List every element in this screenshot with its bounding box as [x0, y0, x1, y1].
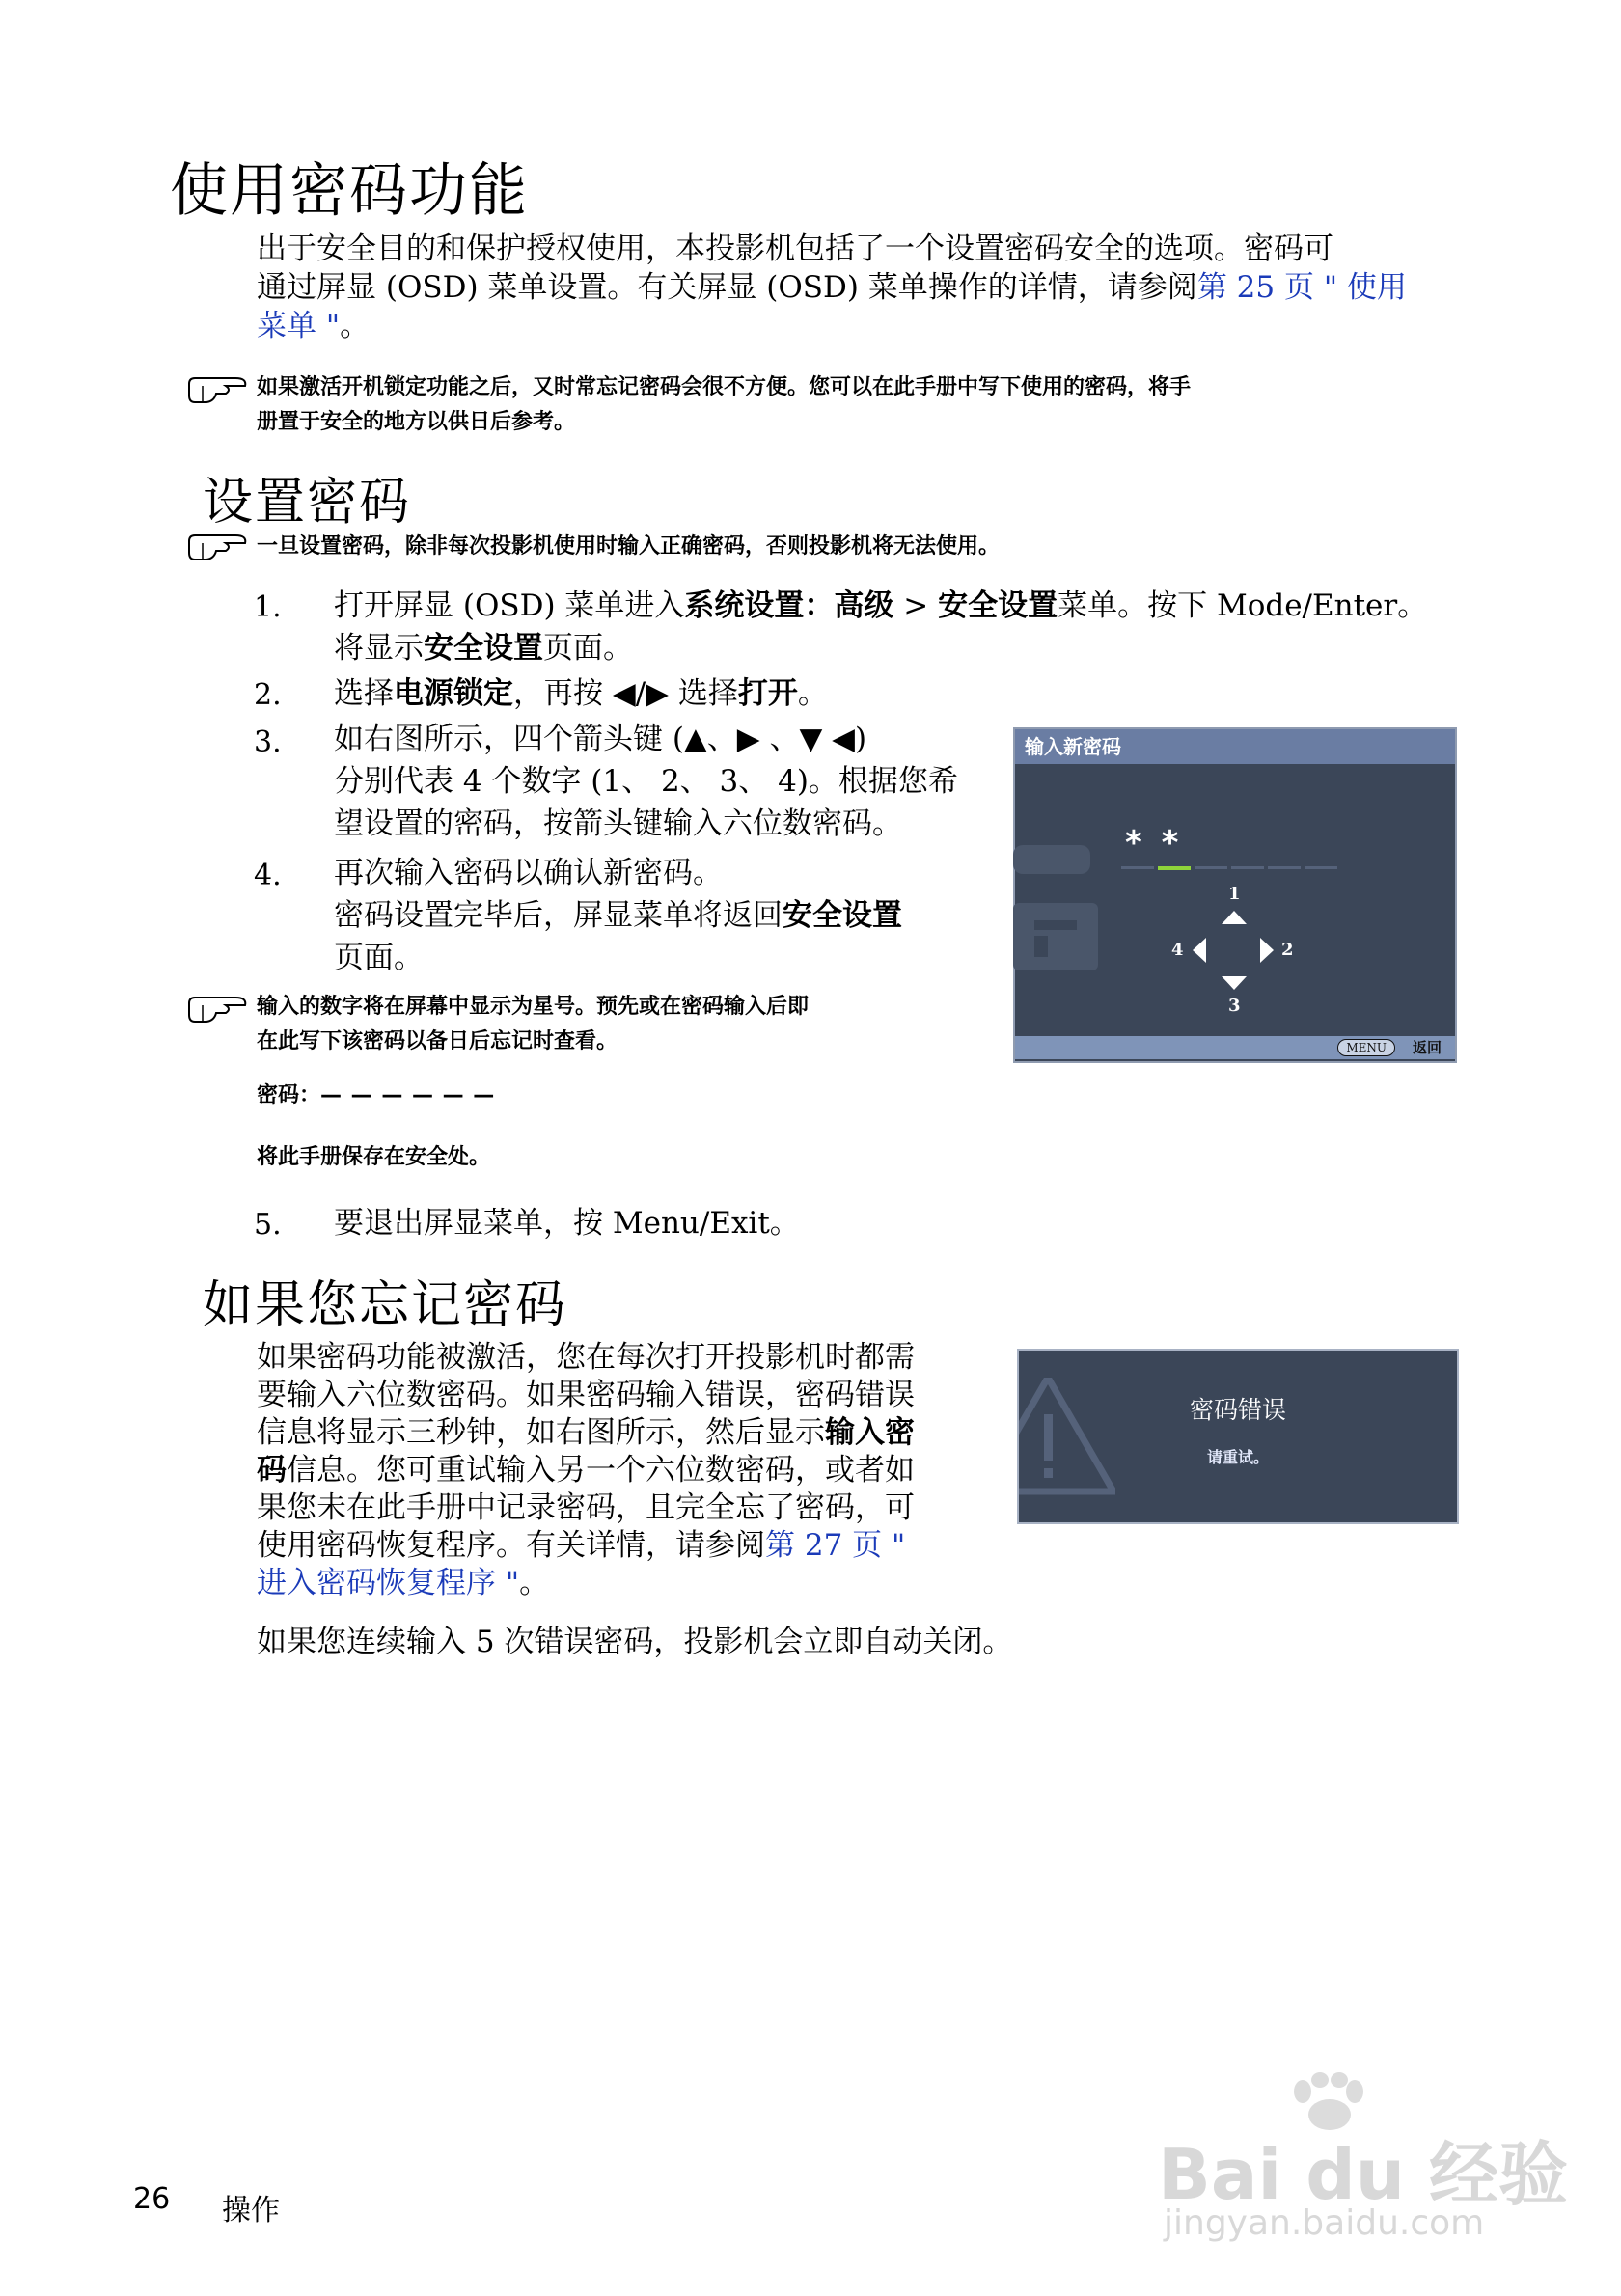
password-label: 密码： [257, 1083, 321, 1107]
step-3-line-1: 如右图所示，四个箭头键 (▲、▶ 、▼ ◀) [334, 722, 867, 756]
osd-new-password-title: 输入新密码 [1015, 729, 1455, 764]
section-heading-forgot-password: 如果您忘记密码 [203, 1276, 568, 1334]
forgot-line-3: 信息将显示三秒钟，如右图所示，然后显示输入密 [257, 1415, 915, 1450]
note-set-password: 一旦设置密码，除非每次投影机使用时输入正确密码，否则投影机将无法使用。 [257, 534, 1001, 559]
intro-line-1: 出于安全目的和保护授权使用，本投影机包括了一个设置密码安全的选项。密码可 [257, 232, 1333, 266]
forgot-line-7: 进入密码恢复程序 "。 [257, 1566, 550, 1600]
back-label: 返回 [1412, 1039, 1442, 1056]
step-4-number: 4. [254, 859, 282, 892]
forgot-paragraph [257, 1339, 990, 1602]
step-4-line-3: 页面。 [334, 941, 424, 975]
osd-error-subtitle: 请重试。 [1206, 1448, 1269, 1466]
password-slot [1121, 866, 1154, 869]
intro-link-menu[interactable]: 菜单 " [257, 309, 341, 343]
step-5-number: 5. [254, 1208, 282, 1242]
password-slot [1305, 866, 1337, 869]
note-hand-icon [187, 996, 249, 1025]
step-4-line-1: 再次输入密码以确认新密码。 [334, 856, 723, 890]
note-1-line-1: 如果激活开机锁定功能之后，又时常忘记密码会很不方便。您可以在此手册中写下使用的密码，将手 [257, 375, 1192, 399]
menu-button-label: MENU [1337, 1039, 1395, 1056]
forgot-link-recovery[interactable]: 进入密码恢复程序 " [257, 1566, 520, 1600]
forgot-line-5: 果您未在此手册中记录密码，且完全忘了密码，可 [257, 1490, 915, 1525]
arrow-right-number: 2 [1281, 940, 1294, 960]
arrow-left-icon [1193, 938, 1206, 963]
password-slot [1268, 866, 1301, 869]
auto-shutdown-note: 如果您连续输入 5 次错误密码，投影机会立即自动关闭。 [257, 1625, 1013, 1659]
intro-line-2: 通过屏显 (OSD) 菜单设置。有关屏显 (OSD) 菜单操作的详情，请参阅第 25 页 " 使用 [257, 270, 1407, 305]
watermark-logo: Bai du 经验 [1158, 2134, 1569, 2215]
section-heading-set-password: 设置密码 [203, 474, 412, 532]
password-stars: * * [1125, 824, 1183, 862]
forgot-line-4: 码信息。您可重试输入另一个六位数密码，或者如 [257, 1453, 915, 1488]
step-3-number: 3. [254, 725, 282, 759]
osd-error-panel [1017, 1349, 1459, 1524]
intro-paragraph [257, 230, 1472, 345]
step-1-line-1: 打开屏显 (OSD) 菜单进入系统设置：高级 > 安全设置菜单。按下 Mode/Enter。 [334, 588, 1428, 623]
osd-error-title: 密码错误 [1189, 1396, 1286, 1424]
step-2-number: 2. [254, 678, 282, 712]
step-1-number: 1. [254, 590, 282, 624]
password-blank: — — — — — — [320, 1083, 496, 1107]
step-3-line-3: 望设置的密码，按箭头键输入六位数密码。 [334, 806, 902, 841]
forgot-line-6: 使用密码恢复程序。有关详情，请参阅第 27 页 " [257, 1528, 906, 1563]
forgot-line-1: 如果密码功能被激活，您在每次打开投影机时都需 [257, 1340, 915, 1375]
arrow-left-number: 4 [1171, 940, 1184, 960]
note-1-line-2: 册置于安全的地方以供日后参考。 [257, 410, 576, 434]
password-slot-active [1158, 866, 1191, 870]
lock-icon [1013, 845, 1100, 970]
note-1 [257, 370, 1472, 440]
arrow-right-icon [1260, 938, 1274, 963]
step-3 [334, 718, 990, 845]
arrow-down-number: 3 [1228, 996, 1241, 1016]
step-4 [334, 852, 990, 979]
step-2: 选择电源锁定，再按 ◀/▶ 选择打开。 [334, 676, 828, 711]
forgot-link-page-27[interactable]: 第 27 页 " [765, 1528, 906, 1563]
password-record [257, 1079, 495, 1113]
keep-safe-note: 将此手册保存在安全处。 [257, 1145, 491, 1169]
step-5: 要退出屏显菜单，按 Menu/Exit。 [334, 1206, 800, 1241]
step-1 [334, 585, 1492, 670]
step-4-line-2: 密码设置完毕后，屏显菜单将返回安全设置 [334, 898, 902, 933]
page-title: 使用密码功能 [170, 157, 529, 225]
note-hand-icon [187, 533, 249, 562]
note-2-line-1: 输入的数字将在屏幕中显示为星号。预先或在密码输入后即 [257, 995, 810, 1019]
password-slot [1195, 866, 1227, 869]
note-2-line-2: 在此写下该密码以备日后忘记时查看。 [257, 1029, 618, 1053]
footer-section-name: 操作 [222, 2194, 280, 2228]
watermark-url: jingyan.baidu.com [1164, 2203, 1485, 2243]
password-slot [1231, 866, 1264, 869]
arrow-down-icon [1222, 976, 1247, 990]
arrow-up-icon [1222, 911, 1247, 924]
page-number: 26 [133, 2182, 171, 2216]
note-2 [257, 990, 990, 1059]
forgot-line-2: 要输入六位数密码。如果密码输入错误，密码错误 [257, 1378, 915, 1412]
step-3-line-2: 分别代表 4 个数字 (1、 2、 3、 4)。根据您希 [334, 764, 958, 799]
osd-footer-bar [1015, 1036, 1455, 1059]
arrow-up-number: 1 [1228, 884, 1241, 904]
note-hand-icon [187, 376, 249, 405]
step-1-line-2: 将显示安全设置页面。 [334, 631, 633, 666]
intro-line-3: 菜单 "。 [257, 309, 371, 343]
intro-link-page-25[interactable]: 第 25 页 " 使用 [1196, 270, 1407, 305]
